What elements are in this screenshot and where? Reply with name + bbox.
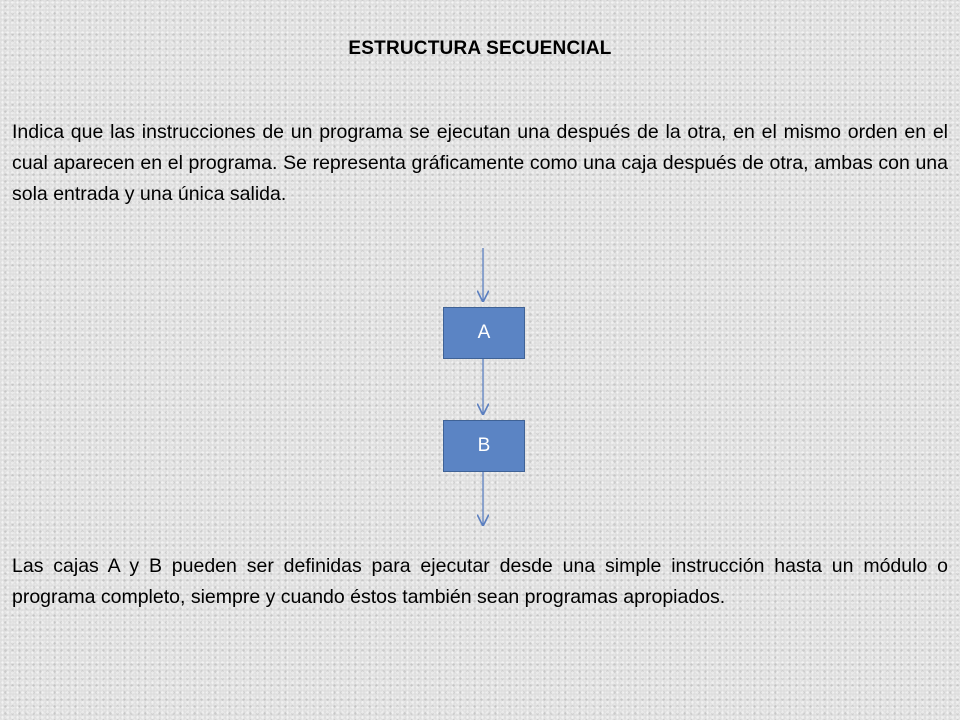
box-a-label: A [477, 322, 491, 343]
page-title: ESTRUCTURA SECUENCIAL [348, 38, 612, 59]
process-box-a [443, 307, 525, 359]
box-b-label: B [477, 435, 491, 456]
closing-paragraph: Las cajas A y B pueden ser definidas para ejecutar desde una simple instrucción hasta un módulo o programa completo, siempre y cuando éstos también sean programas apropiados. [12, 555, 948, 608]
process-box-b [443, 420, 525, 472]
intro-paragraph: Indica que las instrucciones de un programa se ejecutan una después de la otra, en el mismo orden en el cual aparecen en el programa. Se representa gráficamente como una caja después de otra, ambas con una sola entrada y una única salida. [12, 121, 948, 205]
